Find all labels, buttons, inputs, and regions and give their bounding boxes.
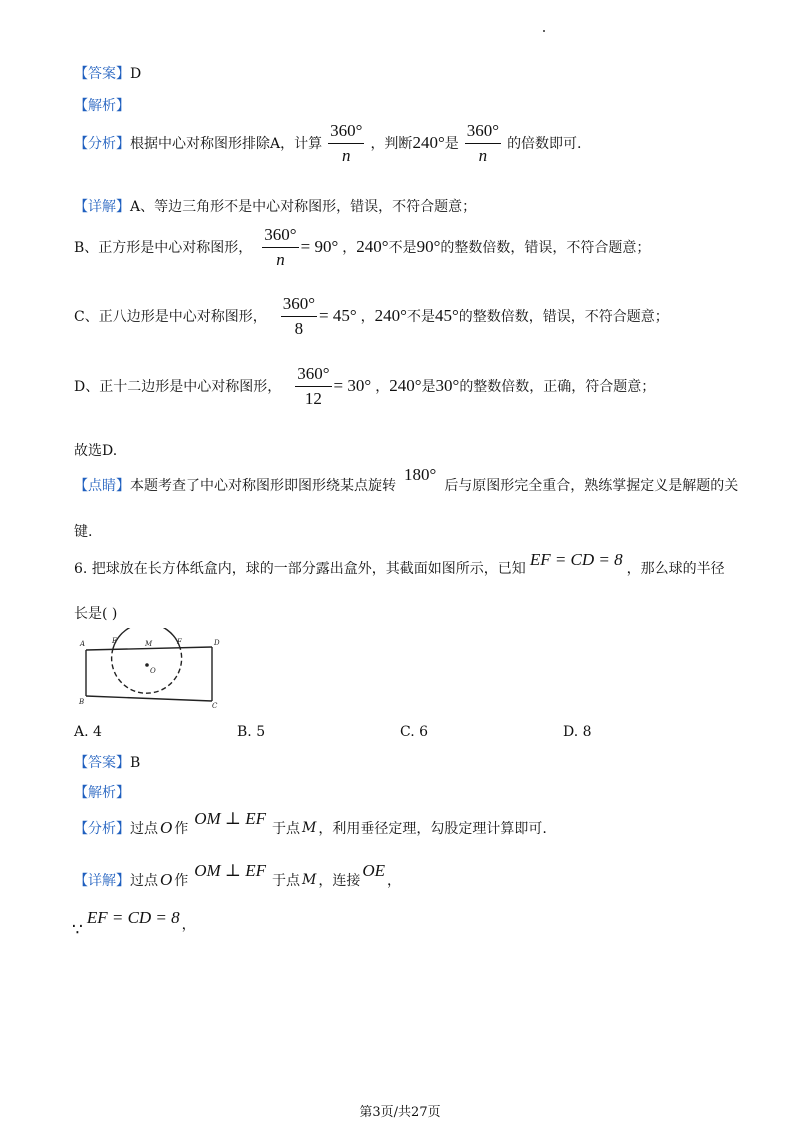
- q6-detail-tag: 【详解】: [74, 873, 130, 889]
- q6-fenxi-t2: 作: [174, 821, 189, 837]
- q6-fenxi-pt: M: [301, 820, 317, 836]
- q6-stem-1: 6. 把球放在长方体纸盒内，球的一部分露出盒外，其截面如图所示，已知: [74, 561, 526, 577]
- fraction-c: $\frac{360^\circ}{8}$: [282, 293, 316, 338]
- q6-detail-perp: OM ⊥ EF: [194, 861, 266, 880]
- q6-fenxi-line: [74, 808, 547, 848]
- detail-d-pre: D、正十二边形是中心对称图形，: [74, 379, 282, 395]
- because-line: [72, 904, 196, 944]
- detail-a-text: A、等边三角形不是中心对称图形，错误，不符合题意；: [130, 199, 477, 215]
- math-90: 90°: [416, 237, 441, 256]
- label-b: B: [79, 698, 85, 706]
- q5-answer-line: [74, 63, 141, 83]
- detail-d-mid: 是: [421, 379, 436, 395]
- detail-b-post: 的整数倍数，错误，不符合题意；: [440, 240, 651, 256]
- q5-fenxi-line: [74, 118, 582, 168]
- q6-answer-line: [74, 752, 140, 772]
- fenxi-text-4: 的倍数即可.: [507, 136, 582, 152]
- q6-detail-t5: ，: [387, 873, 401, 889]
- q6-fenxi-t3: 于点: [271, 821, 300, 837]
- detail-c-mid: 不是: [406, 309, 435, 325]
- math-30: 30°: [435, 376, 460, 395]
- dianjing-text-3: 键.: [74, 524, 93, 540]
- q6-detail-pt: M: [301, 872, 317, 888]
- sep-c: ，: [360, 309, 375, 325]
- option-a: A. 4: [74, 724, 102, 740]
- q6-detail-t2: 作: [174, 873, 189, 889]
- option-b: B. 5: [237, 724, 266, 740]
- q6-detail-o: O: [160, 870, 173, 889]
- q6-fenxi-perp: OM ⊥ EF: [194, 809, 266, 828]
- q6-answer-tag: 【答案】: [74, 755, 130, 771]
- answer-tag: 【答案】: [74, 66, 130, 82]
- q6-detail-t3: 于点: [271, 873, 300, 889]
- math-45: 45°: [434, 306, 459, 325]
- dianjing-text-2: 后与原图形完全重合，熟练掌握定义是解题的关: [444, 478, 739, 494]
- ball-hidden-arc: [112, 648, 182, 694]
- math-240-d: 240°: [389, 376, 422, 395]
- q6-answer-value: B: [130, 755, 141, 771]
- label-c: C: [212, 702, 218, 710]
- result-c: = 45°: [319, 306, 357, 325]
- q6-condition: EF = CD = 8: [529, 550, 623, 569]
- result-b: = 90°: [300, 237, 339, 256]
- detail-line-b: [74, 222, 650, 272]
- because-symbol: ∵: [72, 920, 83, 940]
- q6-stem-line: [74, 546, 725, 590]
- page-footer: 第3页/共27页: [359, 1105, 441, 1120]
- dianjing-line: [74, 460, 738, 510]
- because-post: ，: [181, 917, 196, 933]
- answer-value: D: [130, 66, 142, 82]
- math-180: 180°: [404, 465, 437, 484]
- q6-analysis-tag: 【解析】: [74, 785, 130, 801]
- label-o: O: [150, 667, 156, 675]
- q6-fenxi-t1: 过点: [130, 821, 158, 837]
- math-240-b: 240°: [356, 237, 389, 256]
- q6-detail-line: [74, 860, 401, 900]
- sep-d: ，: [375, 379, 390, 395]
- fenxi-text-2: ，判断: [370, 136, 413, 152]
- detail-b-mid: 不是: [388, 240, 417, 256]
- detail-d-post: 的整数倍数，正确，符合题意；: [459, 379, 656, 395]
- q6-figure: [72, 628, 232, 710]
- fenxi-text-1: 根据中心对称图形排除A，计算: [130, 136, 323, 152]
- fenxi-tag: 【分析】: [74, 136, 130, 152]
- math-240: 240°: [412, 133, 445, 152]
- option-d: D. 8: [563, 724, 592, 740]
- detail-tag: 【详解】: [74, 199, 130, 215]
- q6-fenxi-o: O: [160, 818, 173, 837]
- q6-stem-2: ，那么球的半径: [626, 561, 725, 577]
- choice-line: 故选D.: [74, 443, 118, 459]
- box-bottom-edge: [86, 696, 212, 701]
- fraction-360-n-2: $\frac{360^\circ}{n}$: [466, 120, 500, 165]
- fraction-b: $\frac{360^\circ}{n}$: [264, 224, 297, 269]
- q6-fenxi-tag: 【分析】: [74, 821, 130, 837]
- detail-c-pre: C、正八边形是中心对称图形，: [74, 309, 267, 325]
- sep-b: ，: [342, 240, 357, 256]
- label-a: A: [80, 640, 86, 648]
- fraction-360-n: $\frac{360^\circ}{n}$: [330, 120, 363, 165]
- detail-b-pre: B、正方形是中心对称图形，: [74, 240, 253, 256]
- label-d: D: [214, 639, 220, 647]
- option-c: C. 6: [400, 724, 429, 740]
- detail-line-c: [74, 291, 669, 341]
- q6-fenxi-t4: ，利用垂径定理，勾股定理计算即可.: [318, 821, 547, 837]
- label-f: F: [177, 638, 182, 646]
- analysis-tag: 【解析】: [74, 98, 130, 114]
- detail-line-d: [74, 361, 655, 411]
- fenxi-text-3: 是: [444, 136, 459, 152]
- because-equation: EF = CD = 8: [86, 908, 180, 927]
- fraction-d: $\frac{360^\circ}{12}$: [297, 363, 330, 408]
- scan-speck: [543, 30, 545, 32]
- label-e: E: [112, 637, 118, 645]
- center-point: [145, 663, 149, 667]
- q6-stem-3: 长是( ): [74, 606, 118, 622]
- q6-detail-t4: ，连接: [318, 873, 361, 889]
- q6-detail-oe: OE: [362, 861, 385, 880]
- q6-detail-t1: 过点: [130, 873, 158, 889]
- detail-c-post: 的整数倍数，错误，不符合题意；: [458, 309, 669, 325]
- dianjing-tag: 【点睛】: [74, 478, 130, 494]
- result-d: = 30°: [333, 376, 372, 395]
- dianjing-text-1: 本题考查了中心对称图形即图形绕某点旋转: [130, 478, 396, 494]
- math-240-c: 240°: [374, 306, 407, 325]
- label-m: M: [145, 640, 153, 648]
- detail-line-a: [74, 196, 476, 216]
